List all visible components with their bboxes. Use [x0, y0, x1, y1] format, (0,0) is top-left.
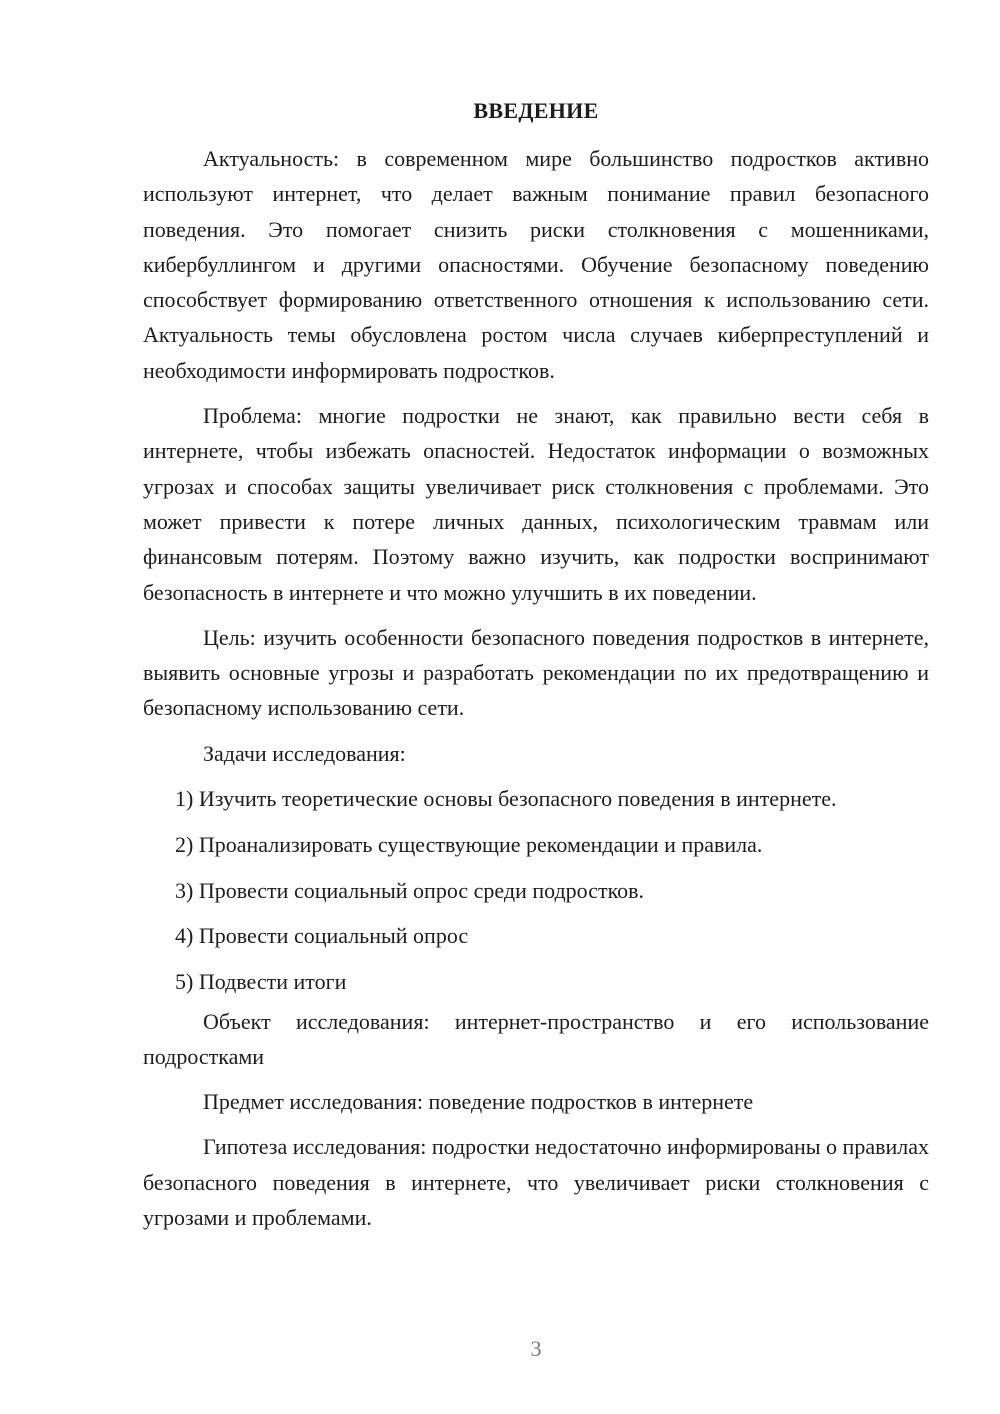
task-item: 2) Проанализировать существующие рекомендации и правила. [175, 831, 763, 857]
page-title: ВВЕДЕНИЕ [473, 98, 599, 123]
document-body [143, 141, 929, 1245]
paragraph-problem: Проблема: многие подростки не знают, как правильно вести себя в интернете, чтобы избежать опасностей. Недостаток информации о возможных угрозах и способах защиты увеличивает риск столкновения с проблемами. Это может привести к потере личных данных, психологическим травмам или финансовым потерям. Поэтому важно изучить, как подростки воспринимают безопасность в интернете и что можно улучшить в их поведении. [143, 403, 929, 605]
task-item: 3) Провести социальный опрос среди подростков. [175, 877, 645, 903]
task-item: 5) Подвести итоги [175, 969, 347, 995]
tasks-label: Задачи исследования: [203, 740, 406, 766]
paragraph-hypothesis: Гипотеза исследования: подростки недостаточно информированы о правилах безопасного поведения в интернете, что увеличивает риски столкновения с угрозами и проблемами. [143, 1134, 929, 1231]
page-number: 3 [530, 1336, 542, 1361]
task-item: 1) Изучить теоретические основы безопасного поведения в интернете. [175, 786, 837, 812]
tasks-list [143, 781, 929, 999]
paragraph-object: Объект исследования: интернет-пространство и его использование подростками [143, 1008, 929, 1069]
paragraph-subject: Предмет исследования: поведение подростков в интернете [203, 1089, 754, 1115]
paragraph-goal: Цель: изучить особенности безопасного поведения подростков в интернете, выявить основные угрозы и разработать рекомендации по их предотвращению и безопасному использованию сети. [143, 624, 929, 721]
task-item: 4) Провести социальный опрос [175, 923, 469, 949]
paragraph-relevance: Актуальность: в современном мире большинство подростков активно используют интернет, что делает важным понимание правил безопасного поведения. Это помогает снизить риски столкновения с мошенниками, кибербуллингом и другими опасностями. Обучение безопасному поведению способствует формированию ответственного отношения к использованию сети. Актуальность темы обусловлена ростом числа случаев киберпреступлений и необходимости информировать подростков. [143, 146, 929, 383]
